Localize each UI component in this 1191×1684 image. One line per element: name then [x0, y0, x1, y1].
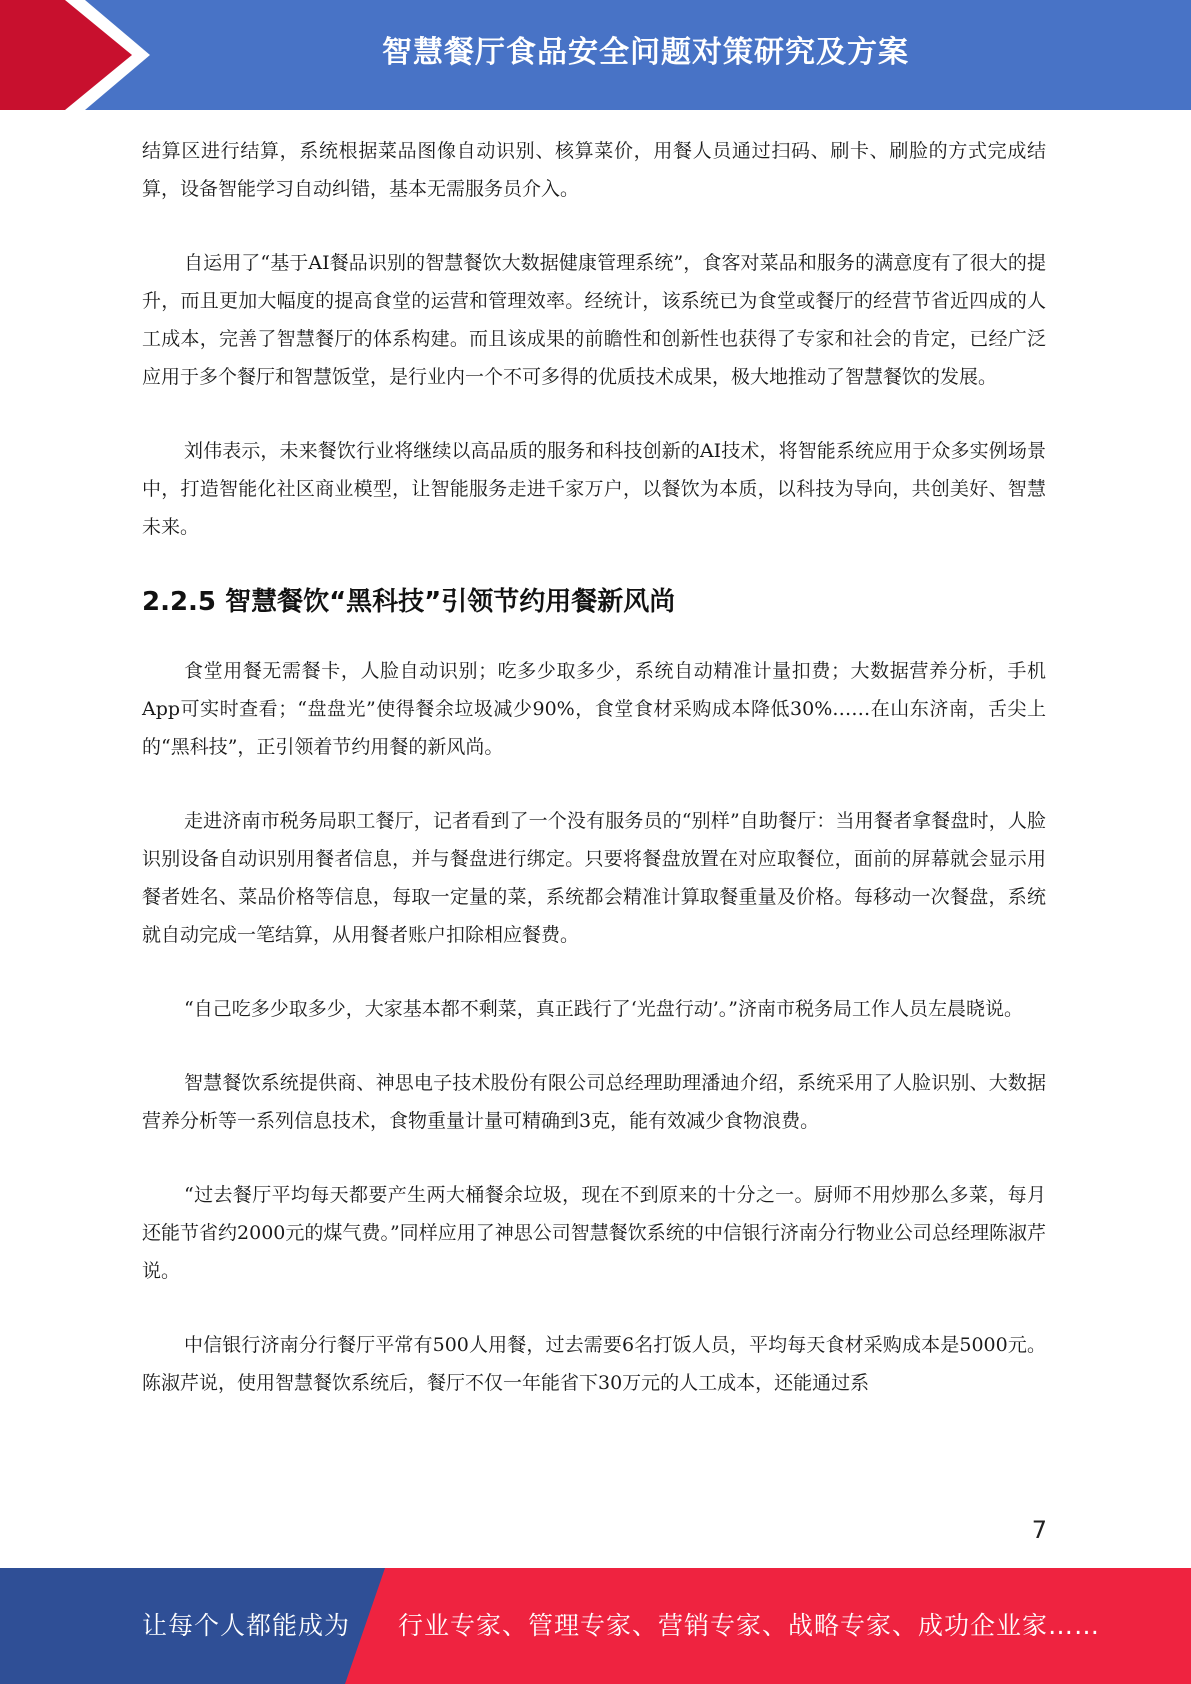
paragraph: 中信银行济南分行餐厅平常有500人用餐，过去需要6名打饭人员，平均每天食材采购成本是5000元。陈淑芹说，使用智慧餐饮系统后，餐厅不仅一年能省下30万元的人工成本，还能通过系 [142, 1334, 1046, 1394]
document-title: 智慧餐厅食品安全问题对策研究及方案 [382, 35, 909, 70]
page-header [0, 0, 1191, 110]
footer-slogan-right: 行业专家、管理专家、营销专家、战略专家、成功企业家…… [398, 1611, 1101, 1640]
page-number: 7 [1031, 1516, 1047, 1544]
main-content [142, 132, 1046, 1438]
page-footer [0, 1568, 1191, 1684]
header-chevron-icon [0, 0, 160, 110]
paragraph: 刘伟表示，未来餐饮行业将继续以高品质的服务和科技创新的AI技术，将智能系统应用于众多实例场景中，打造智能化社区商业模型，让智能服务走进千家万户，以餐饮为本质，以科技为导向，共创美好、智慧未来。 [142, 440, 1046, 538]
paragraph: 结算区进行结算，系统根据菜品图像自动识别、核算菜价，用餐人员通过扫码、刷卡、刷脸的方式完成结算，设备智能学习自动纠错，基本无需服务员介入。 [142, 140, 1046, 200]
paragraph: 自运用了“基于AI餐品识别的智慧餐饮大数据健康管理系统”，食客对菜品和服务的满意度有了很大的提升，而且更加大幅度的提高食堂的运营和管理效率。经统计，该系统已为食堂或餐厅的经营节省近四成的人工成本，完善了智慧餐厅的体系构建。而且该成果的前瞻性和创新性也获得了专家和社会的肯定，已经广泛应用于多个餐厅和智慧饭堂，是行业内一个不可多得的优质技术成果，极大地推动了智慧餐饮的发展。 [142, 252, 1046, 388]
paragraph: 智慧餐饮系统提供商、神思电子技术股份有限公司总经理助理潘迪介绍，系统采用了人脸识别、大数据营养分析等一系列信息技术，食物重量计量可精确到3克，能有效减少食物浪费。 [142, 1072, 1046, 1132]
paragraph: “自己吃多少取多少，大家基本都不剩菜，真正践行了‘光盘行动’。”济南市税务局工作人员左晨晓说。 [184, 998, 1024, 1020]
footer-slogan-left: 让每个人都能成为 [142, 1611, 351, 1640]
paragraph: “过去餐厅平均每天都要产生两大桶餐余垃圾，现在不到原来的十分之一。厨师不用炒那么多菜，每月还能节省约2000元的煤气费。”同样应用了神思公司智慧餐饮系统的中信银行济南分行物业公司总经理陈淑芹说。 [142, 1184, 1046, 1282]
paragraph: 食堂用餐无需餐卡，人脸自动识别；吃多少取多少，系统自动精准计量扣费；大数据营养分析，手机App可实时查看；“盘盘光”使得餐余垃圾减少90%，食堂食材采购成本降低30%……在山东济南，舌尖上的“黑科技”，正引领着节约用餐的新风尚。 [142, 660, 1046, 758]
paragraph: 走进济南市税务局职工餐厅，记者看到了一个没有服务员的“别样”自助餐厅：当用餐者拿餐盘时，人脸识别设备自动识别用餐者信息，并与餐盘进行绑定。只要将餐盘放置在对应取餐位，面前的屏幕就会显示用餐者姓名、菜品价格等信息，每取一定量的菜，系统都会精准计算取餐重量及价格。每移动一次餐盘，系统就自动完成一笔结算，从用餐者账户扣除相应餐费。 [142, 810, 1046, 946]
section-heading: 2.2.5 智慧餐饮“黑科技”引领节约用餐新风尚 [142, 587, 676, 617]
